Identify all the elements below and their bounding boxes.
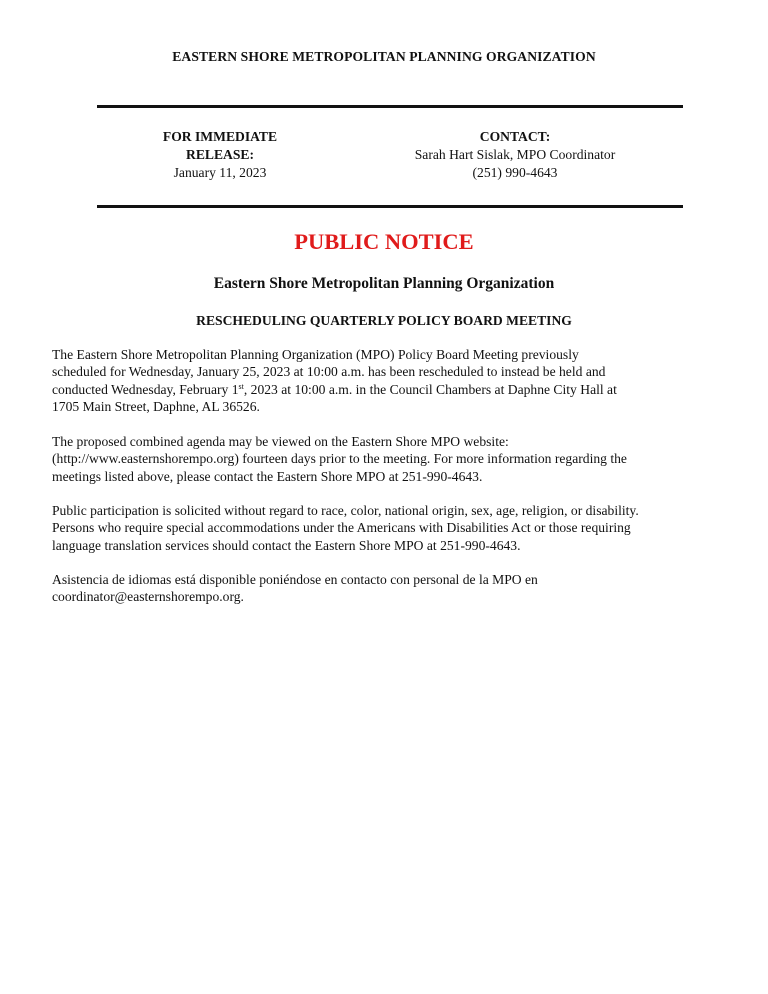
paragraph-participation	[52, 502, 712, 554]
text-line: coordinator@easternshorempo.org.	[52, 589, 244, 605]
release-label: FOR IMMEDIATE RELEASE:	[162, 129, 278, 162]
paragraph-reschedule	[52, 346, 712, 416]
text-line: 1705 Main Street, Daphne, AL 36526.	[52, 399, 260, 415]
contact-label: CONTACT:	[479, 129, 551, 144]
text-line: The proposed combined agenda may be viewed on the Eastern Shore MPO website:	[52, 434, 509, 449]
text-line: language translation services should contact the Eastern Shore MPO at 251-990-4643.	[52, 537, 521, 553]
bottom-divider	[97, 205, 683, 208]
contact-block	[390, 128, 640, 182]
text-line: Asistencia de idiomas está disponible poniéndose en contacto con personal de la MPO en	[52, 572, 538, 587]
text-line: The Eastern Shore Metropolitan Planning Organization (MPO) Policy Board Meeting previously	[52, 347, 579, 362]
text-line: Persons who require special accommodations under the Americans with Disabilities Act or those requiring	[52, 520, 631, 536]
paragraph-language-assistance	[52, 571, 712, 606]
contact-name: Sarah Hart Sislak, MPO Coordinator	[414, 147, 616, 162]
text-fragment: conducted Wednesday, February 1	[52, 381, 239, 397]
release-block	[130, 128, 310, 182]
text-line: meetings listed above, please contact the Eastern Shore MPO at 251-990-4643.	[52, 468, 483, 484]
text-line	[52, 381, 712, 398]
text-line: scheduled for Wednesday, January 25, 2023 at 10:00 a.m. has been rescheduled to instead be held and	[52, 364, 606, 380]
meeting-title: RESCHEDULING QUARTERLY POLICY BOARD MEETING	[196, 313, 572, 328]
text-line: Public participation is solicited without regard to race, color, national origin, sex, age, religion, or disability.	[52, 503, 639, 518]
text-line: (http://www.easternshorempo.org) fourteen days prior to the meeting. For more information regarding the	[52, 451, 627, 467]
notice-title: PUBLIC NOTICE	[294, 229, 474, 254]
text-fragment: , 2023 at 10:00 a.m. in the Council Chambers at Daphne City Hall at	[243, 381, 617, 397]
organization-header: EASTERN SHORE METROPOLITAN PLANNING ORGANIZATION	[172, 49, 596, 64]
ordinal-superscript: st	[238, 381, 244, 391]
notice-subtitle: Eastern Shore Metropolitan Planning Organization	[213, 275, 555, 292]
paragraph-agenda	[52, 433, 712, 485]
release-date: January 11, 2023	[173, 165, 267, 180]
contact-phone: (251) 990-4643	[472, 165, 558, 180]
top-divider	[97, 105, 683, 108]
